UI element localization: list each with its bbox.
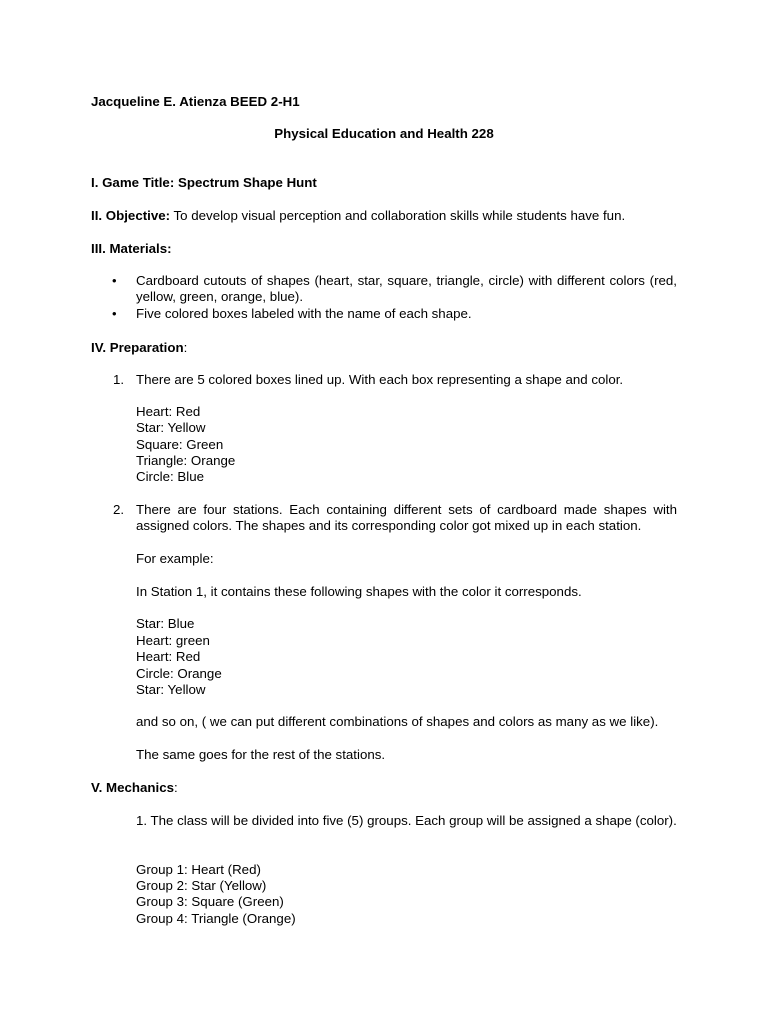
material-item-1: Cardboard cutouts of shapes (heart, star, square, triangle, circle) with different colors (red, yellow, green, orange, blue).: [136, 273, 677, 304]
course-title: Physical Education and Health 228: [274, 126, 494, 141]
preparation-heading: [91, 340, 187, 356]
station-item: Heart: Red: [136, 649, 201, 664]
prep-step-2-text: There are four stations. Each containing different sets of cardboard made shapes with assigned colors. The shapes and its corresponding color got mixed up in each station.: [136, 502, 677, 533]
station-item: Circle: Orange: [136, 666, 222, 681]
materials-colon: :: [167, 241, 172, 256]
station-closing: and so on, ( we can put different combinations of shapes and colors as many as we like).: [136, 714, 659, 729]
station-item: Star: Blue: [136, 616, 195, 631]
shape-color-pair: Circle: Blue: [136, 469, 204, 484]
shape-color-pair: Triangle: Orange: [136, 453, 236, 468]
shape-color-pair: Star: Yellow: [136, 420, 206, 435]
group-assignment: Group 3: Square (Green): [136, 894, 284, 909]
mechanics-step-1: 1. The class will be divided into five (5) groups. Each group will be assigned a shape (color).: [136, 813, 677, 828]
material-item-2: Five colored boxes labeled with the name of each shape.: [136, 306, 472, 321]
group-assignment: Group 1: Heart (Red): [136, 862, 261, 877]
shape-color-pair: Square: Green: [136, 437, 224, 452]
game-title-row: [91, 175, 317, 191]
shape-color-pair: Heart: Red: [136, 404, 201, 419]
station-item: Star: Yellow: [136, 682, 206, 697]
station-intro: In Station 1, it contains these following shapes with the color it corresponds.: [136, 584, 582, 599]
step-number-2: 2.: [113, 502, 125, 517]
author-line: Jacqueline E. Atienza BEED 2-H1: [91, 94, 300, 109]
example-label: For example:: [136, 551, 214, 566]
objective-label: II. Objective:: [91, 208, 171, 223]
bullet-icon: •: [112, 306, 117, 321]
objective-row: [91, 208, 625, 224]
prep-step-1-text: There are 5 colored boxes lined up. With each box representing a shape and color.: [136, 372, 624, 387]
station-closing-2: The same goes for the rest of the stations.: [136, 747, 386, 762]
group-assignment: Group 2: Star (Yellow): [136, 878, 267, 893]
mechanics-colon: :: [174, 780, 178, 795]
materials-heading: [91, 241, 172, 257]
game-title: Spectrum Shape Hunt: [177, 175, 317, 190]
step-number-1: 1.: [113, 372, 125, 387]
game-title-label: I. Game Title:: [91, 175, 178, 190]
materials-label: III. Materials: [91, 241, 168, 256]
objective-text: To develop visual perception and collaboration skills while students have fun.: [170, 208, 626, 223]
mechanics-label: V. Mechanics: [91, 780, 175, 795]
bullet-icon: •: [112, 273, 117, 288]
group-assignment: Group 4: Triangle (Orange): [136, 911, 296, 926]
preparation-colon: :: [183, 340, 188, 355]
mechanics-heading: [91, 780, 178, 796]
station-item: Heart: green: [136, 633, 210, 648]
preparation-label: IV. Preparation: [91, 340, 184, 355]
